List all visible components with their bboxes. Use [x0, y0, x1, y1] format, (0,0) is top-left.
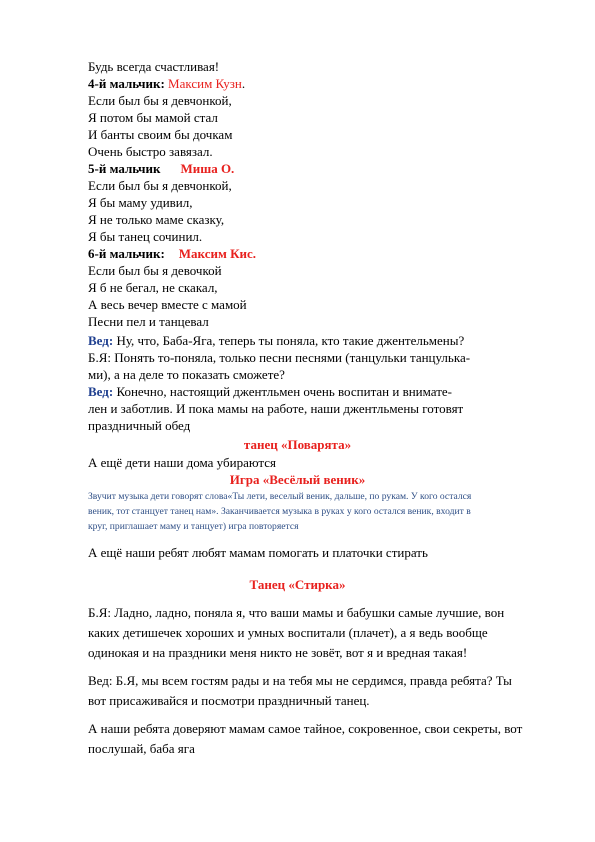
- host-label: Вед:: [88, 333, 114, 348]
- game-description: веник, тот станцует танец нам». Заканчивается музыка в руках у кого остался веник, входит в: [88, 506, 471, 517]
- baba-yaga-line: Б.Я: Ладно, ладно, поняла я, что ваши мамы и бабушки самые лучшие, вон: [88, 605, 505, 620]
- host-line: лен и заботлив. И пока мамы на работе, наши джентльмены готовят: [88, 401, 464, 416]
- speaker-line-boy-6: [88, 246, 256, 262]
- baba-yaga-line: каких детишечек хороших и умных воспитали (плачет), а я ведь вообще: [88, 625, 488, 640]
- verse-line: Очень быстро завязал.: [88, 144, 213, 159]
- narration-line: А ещё дети наши дома убираются: [88, 455, 276, 470]
- verse-line: Я не только маме сказку,: [88, 212, 225, 227]
- host-label: Вед:: [88, 384, 114, 399]
- dance-title: Танец «Стирка»: [249, 577, 346, 592]
- speaker-name: Максим Кис.: [178, 246, 257, 261]
- host-line: вот присаживайся и посмотри праздничный танец.: [88, 693, 370, 708]
- verse-line: Если был бы я девчонкой,: [88, 93, 232, 108]
- verse-line: Я потом бы мамой стал: [88, 110, 218, 125]
- narration-line: А наши ребята доверяют мамам самое тайное, сокровенное, свои секреты, вот: [88, 721, 523, 736]
- verse-line: А весь вечер вместе с мамой: [88, 297, 247, 312]
- verse-line: Я бы танец сочинил.: [88, 229, 203, 244]
- verse-line: Я бы маму удивил,: [88, 195, 193, 210]
- narration-line: послушай, баба яга: [88, 741, 195, 756]
- verse-line: И банты своим бы дочкам: [88, 127, 233, 142]
- host-line: праздничный обед: [88, 418, 191, 433]
- baba-yaga-line: ми), а на деле то показать сможете?: [88, 367, 285, 382]
- host-line: Вед: Б.Я, мы всем гостям рады и на тебя мы не сердимся, правда ребята? Ты: [88, 673, 512, 688]
- narration-line: А ещё наши ребят любят мамам помогать и платочки стирать: [88, 545, 428, 560]
- speaker-label: 6-й мальчик:: [88, 246, 165, 261]
- host-line: [88, 333, 464, 349]
- speaker-line-boy-5: [88, 161, 234, 177]
- dance-title: танец «Поварята»: [243, 437, 352, 452]
- host-text: Конечно, настоящий джентльмен очень воспитан и внимате-: [113, 384, 452, 399]
- verse-line: Я б не бегал, не скакал,: [88, 280, 218, 295]
- host-text: Ну, что, Баба-Яга, теперь ты поняла, кто такие джентельмены?: [113, 333, 465, 348]
- baba-yaga-line: одинокая и на праздники меня никто не зовёт, вот я и вредная такая!: [88, 645, 468, 660]
- verse-line: Если был бы я девочкой: [88, 263, 222, 278]
- speaker-label: 4-й мальчик:: [88, 76, 169, 91]
- speaker-line-boy-4: [88, 76, 245, 92]
- game-title: Игра «Весёлый веник»: [229, 472, 366, 487]
- speaker-name: Максим Кузн: [168, 76, 242, 91]
- verse-line: Если был бы я девчонкой,: [88, 178, 232, 193]
- verse-line: Будь всегда счастливая!: [88, 59, 220, 74]
- game-description: Звучит музыка дети говорят слова«Ты лети, веселый веник, дальше, по рукам. У кого остался: [88, 491, 472, 502]
- verse-line: Песни пел и танцевал: [88, 314, 209, 329]
- host-line: [88, 384, 452, 400]
- speaker-label: 5-й мальчик: [88, 161, 161, 176]
- speaker-dot: .: [241, 76, 246, 91]
- speaker-name: Миша О.: [180, 161, 235, 176]
- baba-yaga-line: Б.Я: Понять то-поняла, только песни песнями (танцульки танцулька-: [88, 350, 471, 365]
- game-description: круг, приглашает маму и танцует) игра повторяется: [88, 521, 299, 532]
